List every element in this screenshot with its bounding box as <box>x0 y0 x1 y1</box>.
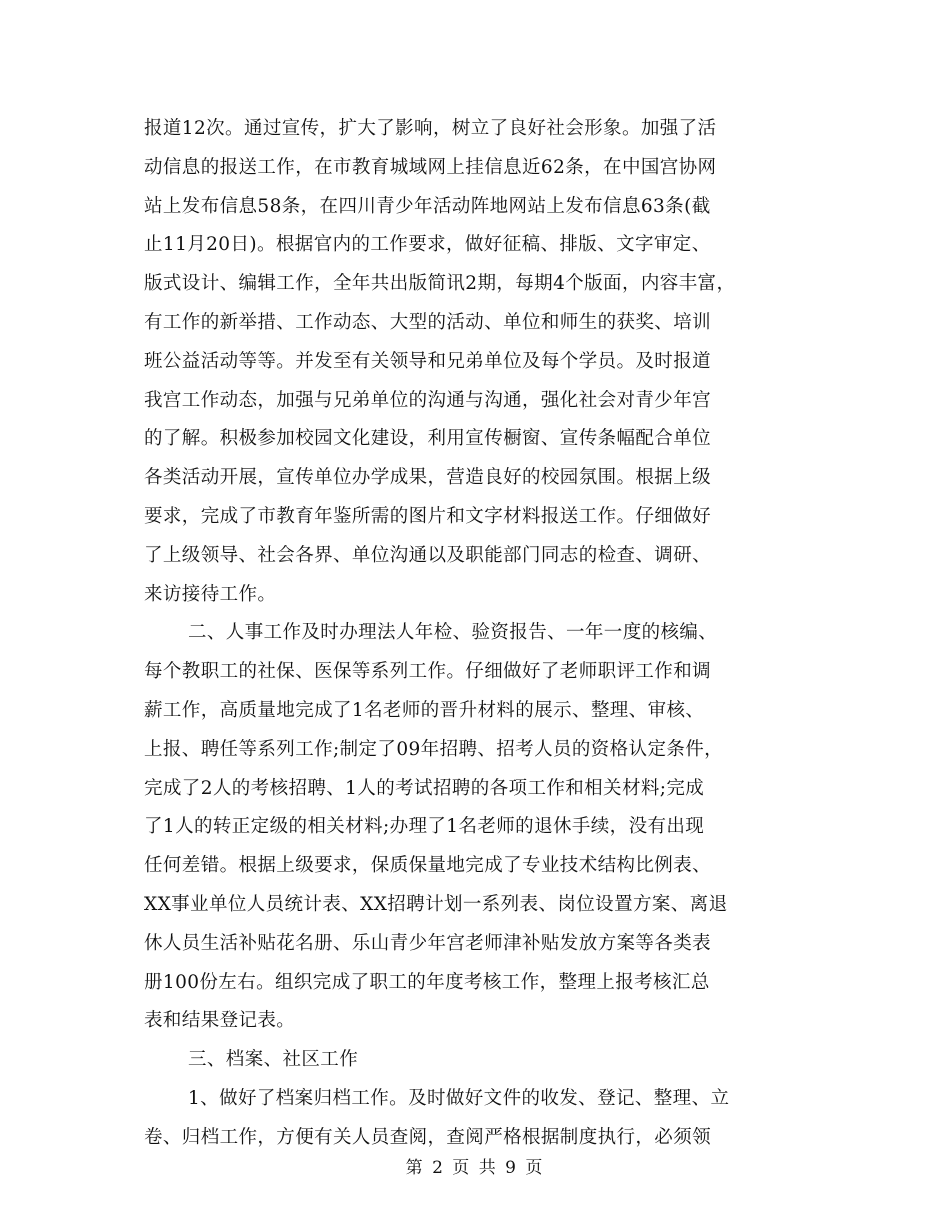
page-number-footer: 第 2 页 共 9 页 <box>405 1158 545 1178</box>
text-line: 各类活动开展，宣传单位办学成果，营造良好的校园氛围。根据上级 <box>144 467 712 489</box>
text-line: 站上发布信息58条，在四川青少年活动阵地网站上发布信息63条(截 <box>144 195 711 217</box>
text-line: 班公益活动等等。并发至有关领导和兄弟单位及每个学员。及时报道 <box>144 350 712 372</box>
text-line: 每个教职工的社保、医保等系列工作。仔细做好了老师职评工作和调 <box>144 661 712 683</box>
section-heading-personnel: 二、人事工作及时办理法人年检、验资报告、一年一度的核编、 <box>188 622 718 644</box>
section-heading-archives: 三、档案、社区工作 <box>188 1049 359 1071</box>
text-line: 表和结果登记表。 <box>144 1010 296 1032</box>
text-line: 动信息的报送工作，在市教育城域网上挂信息近62条，在中国宫协网 <box>144 156 717 178</box>
body-text <box>144 110 824 1158</box>
text-line: 我宫工作动态，加强与兄弟单位的沟通与沟通，强化社会对青少年宫 <box>144 389 712 411</box>
text-line: 任何差错。根据上级要求，保质保量地完成了专业技术结构比例表、 <box>144 855 712 877</box>
text-line: 报道12次。通过宣传，扩大了影响，树立了良好社会形象。加强了活 <box>144 118 717 139</box>
text-line: 了上级领导、社会各界、单位沟通以及职能部门同志的检查、调研、 <box>144 544 712 566</box>
text-line: 有工作的新举措、工作动态、大型的活动、单位和师生的获奖、培训 <box>144 311 712 333</box>
text-line: 卷、归档工作，方便有关人员查阅，查阅严格根据制度执行，必须领 <box>144 1126 712 1148</box>
text-line: 来访接待工作。 <box>144 583 277 605</box>
text-line: XX事业单位人员统计表、XX招聘计划一系列表、岗位设置方案、离退 <box>144 893 728 915</box>
text-line: 完成了2人的考核招聘、1人的考试招聘的各项工作和相关材料;完成 <box>144 777 705 799</box>
text-line: 的了解。积极参加校园文化建设，利用宣传橱窗、宣传条幅配合单位 <box>144 428 712 450</box>
text-line: 了1人的转正定级的相关材料;办理了1名老师的退休手续，没有出现 <box>144 816 705 838</box>
text-line: 止11月20日)。根据官内的工作要求，做好征稿、排版、文字审定、 <box>144 234 711 256</box>
text-line: 要求，完成了市教育年鉴所需的图片和文字材料报送工作。仔细做好 <box>144 505 712 527</box>
text-line: 休人员生活补贴花名册、乐山青少年宫老师津补贴发放方案等各类表 <box>144 932 712 954</box>
text-line: 册100份左右。组织完成了职工的年度考核工作，整理上报考核汇总 <box>144 971 710 993</box>
text-line: 1、做好了档案归档工作。及时做好文件的收发、登记、整理、立 <box>188 1087 730 1109</box>
text-line: 版式设计、编辑工作，全年共出版简讯2期，每期4个版面，内容丰富， <box>144 273 736 295</box>
text-line: 薪工作，高质量地完成了1名老师的晋升材料的展示、整理、审核、 <box>144 699 705 721</box>
text-line: 上报、聘任等系列工作;制定了09年招聘、招考人员的资格认定条件， <box>144 738 724 760</box>
